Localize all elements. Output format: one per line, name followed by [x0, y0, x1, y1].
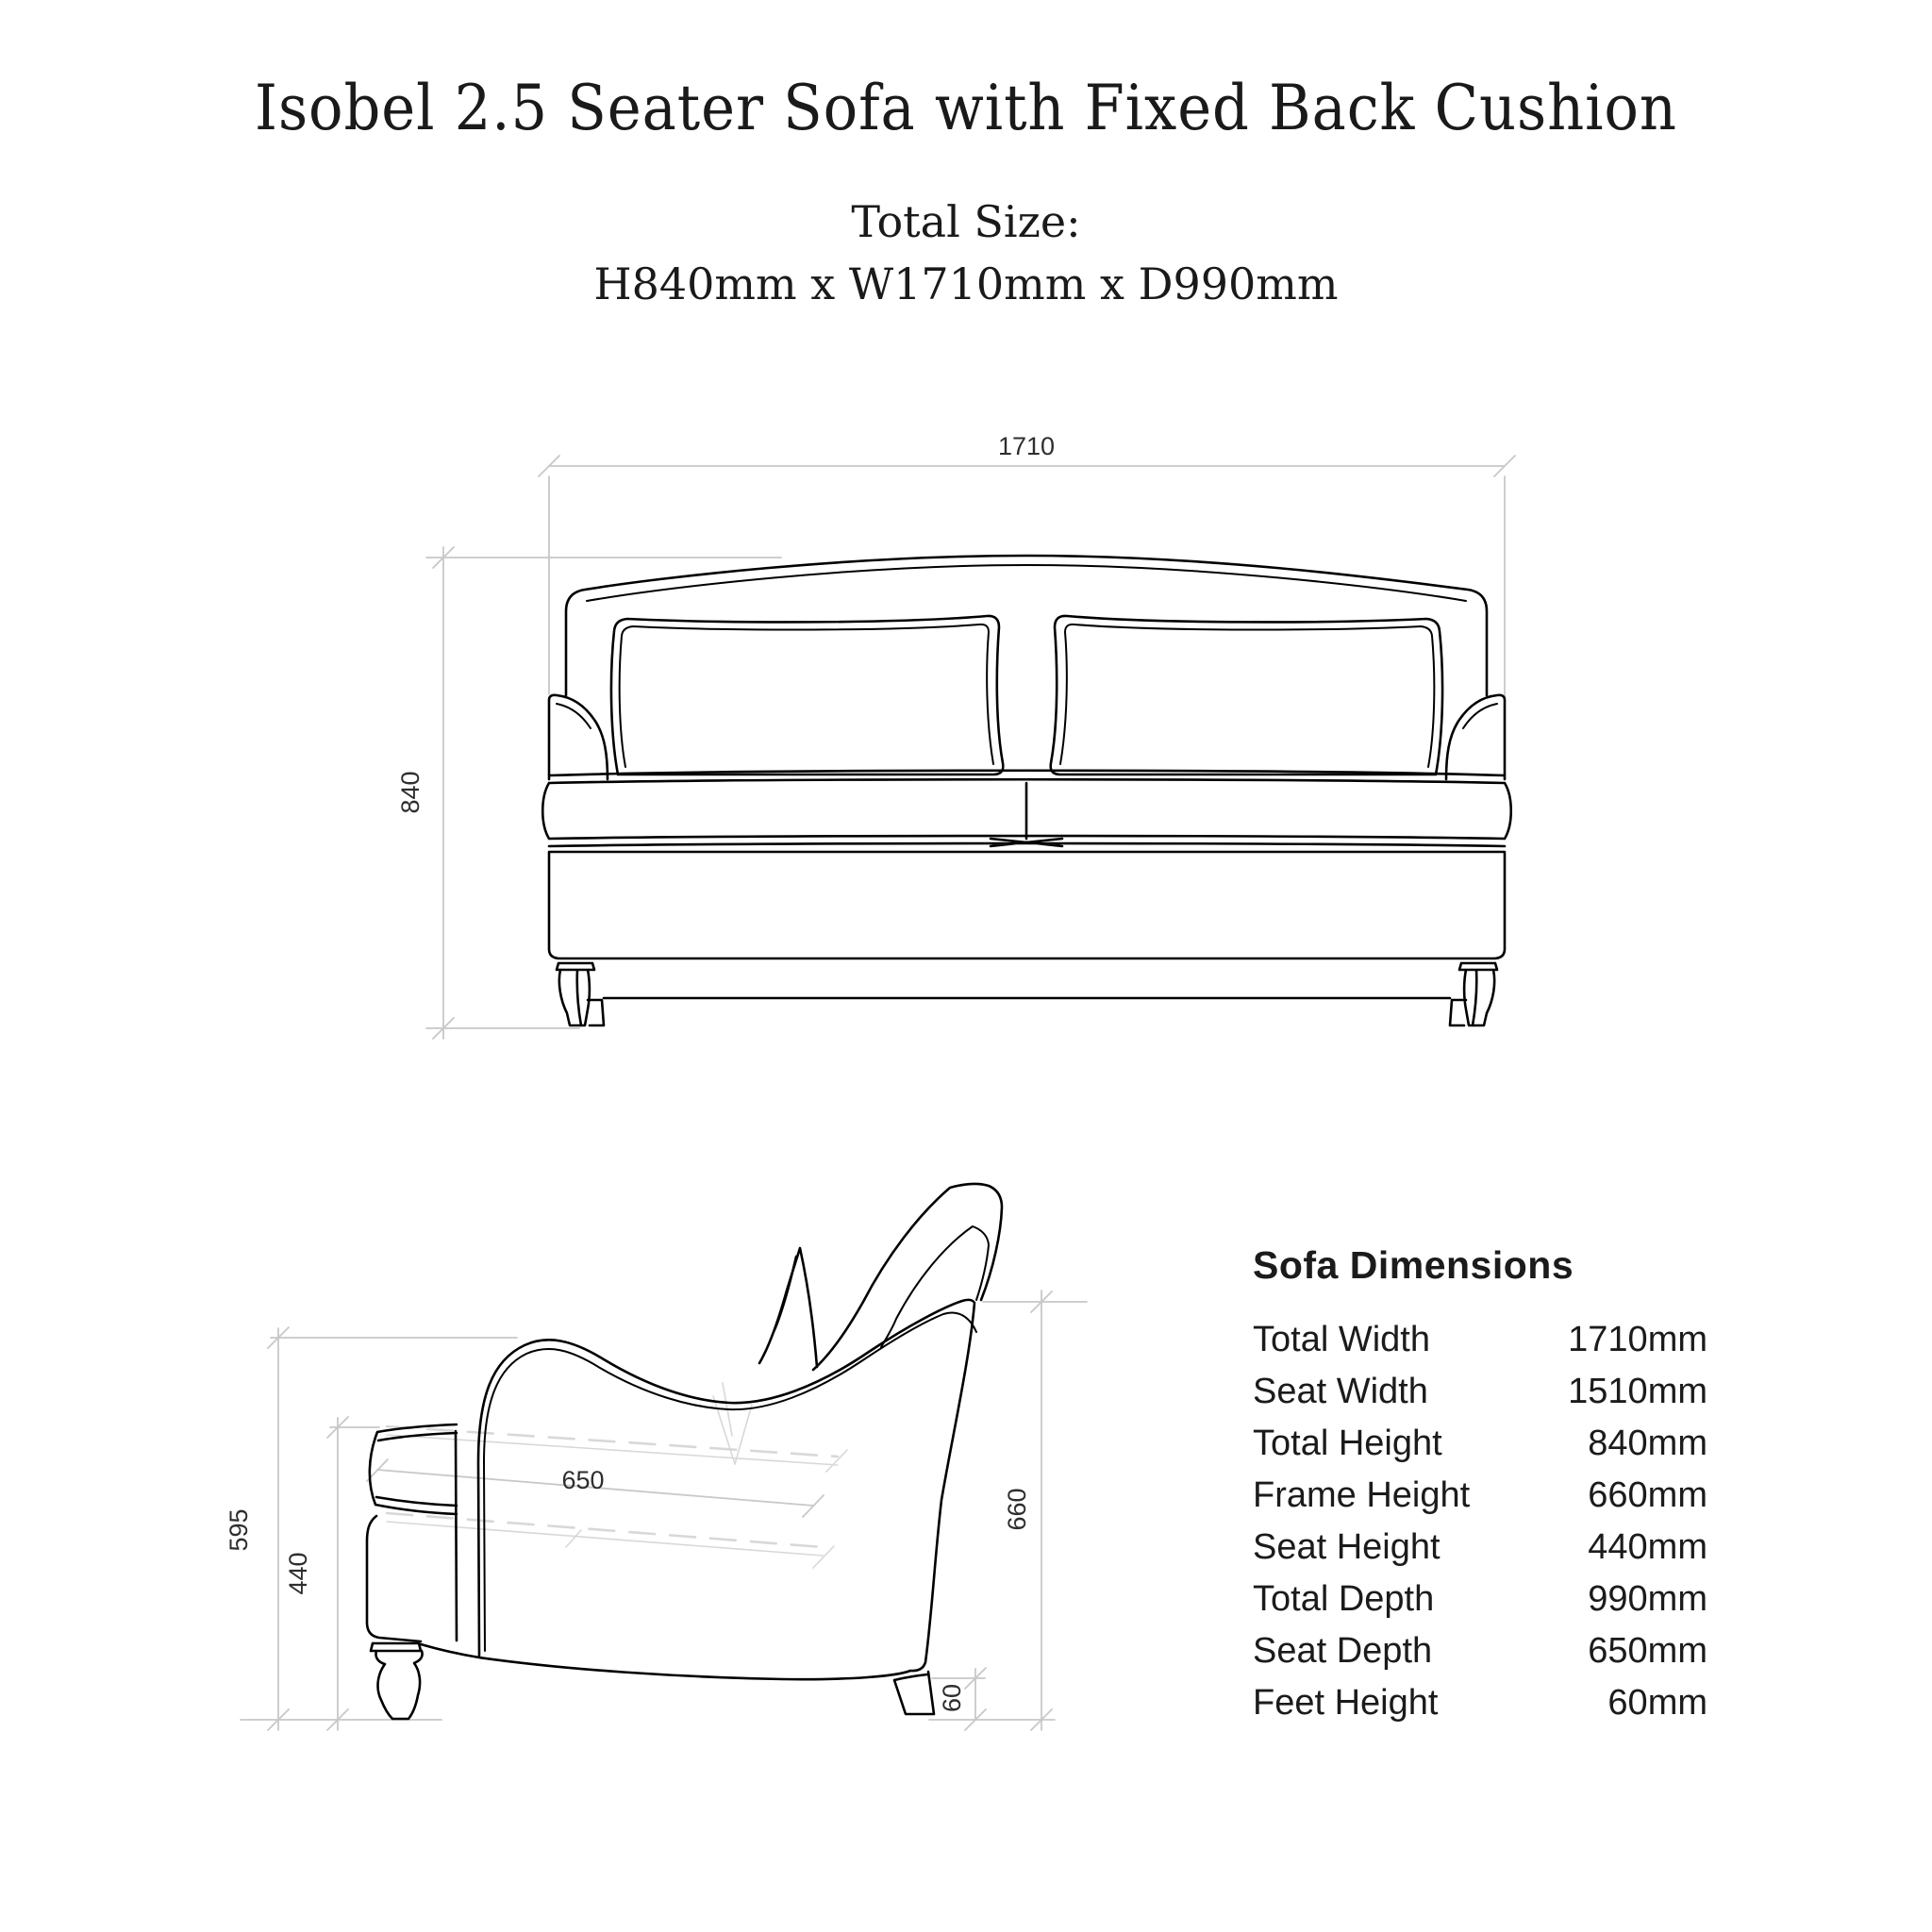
row-value: 840mm	[1588, 1424, 1707, 1463]
front-height-label: 840	[396, 771, 425, 814]
row-label: Seat Width	[1253, 1372, 1428, 1411]
front-back-cushion-right-piping	[1060, 625, 1434, 767]
front-arm-right	[1446, 695, 1505, 779]
side-scatter-cushion	[759, 1248, 817, 1367]
side-dimension-lines	[241, 1291, 1087, 1730]
row-value: 1510mm	[1568, 1372, 1707, 1411]
front-seat	[542, 771, 1511, 846]
table-row	[1253, 1683, 1707, 1735]
side-outline-piping	[484, 1313, 976, 1651]
row-label: Total Width	[1253, 1320, 1430, 1359]
front-back-cushion-right	[1051, 616, 1442, 774]
side-seat-depth-label: 650	[561, 1466, 605, 1494]
front-view	[396, 432, 1515, 1039]
front-width-label: 1710	[997, 432, 1056, 460]
row-label: Seat Height	[1253, 1527, 1441, 1567]
table-row	[1253, 1372, 1707, 1424]
front-dimension-lines	[426, 466, 1505, 1039]
side-seat-height-label: 440	[284, 1552, 312, 1595]
row-value: 1710mm	[1568, 1320, 1707, 1359]
row-value: 660mm	[1588, 1475, 1707, 1515]
table-row	[1253, 1320, 1707, 1372]
row-label: Frame Height	[1253, 1475, 1471, 1515]
row-label: Seat Depth	[1253, 1631, 1433, 1671]
side-sofa	[367, 1184, 1002, 1719]
front-dimension-ticks	[433, 456, 1515, 1039]
front-arm-left	[549, 695, 608, 779]
side-back-leg	[894, 1672, 934, 1714]
row-value: 650mm	[1588, 1631, 1707, 1671]
side-arm-height-label: 595	[225, 1508, 253, 1552]
total-size-label: Total Size:	[851, 196, 1081, 247]
front-frame-piping	[587, 565, 1466, 601]
side-feet-height-label: 60	[938, 1683, 966, 1713]
table-row	[1253, 1424, 1707, 1475]
row-label: Total Height	[1253, 1424, 1442, 1463]
side-seat-height-dimension	[330, 1418, 379, 1730]
side-outline	[421, 1300, 974, 1679]
dimensions-table-title: Sofa Dimensions	[1253, 1243, 1574, 1287]
side-frame-height-label: 660	[1003, 1488, 1031, 1531]
front-legs	[557, 963, 1497, 1025]
front-frame-outline	[566, 556, 1487, 695]
row-value: 440mm	[1588, 1527, 1707, 1567]
front-back-cushion-left-piping	[620, 625, 993, 767]
side-arm-panel	[367, 1424, 457, 1641]
row-label: Total Depth	[1253, 1579, 1435, 1619]
table-row	[1253, 1475, 1707, 1527]
row-value: 60mm	[1607, 1683, 1707, 1723]
page-title: Isobel 2.5 Seater Sofa with Fixed Back Cushion	[255, 72, 1677, 144]
front-back-cushion-left	[611, 616, 1003, 774]
side-back-cushion	[813, 1184, 1002, 1370]
front-sofa	[542, 556, 1511, 1025]
total-size-value: H840mm x W1710mm x D990mm	[593, 258, 1339, 309]
row-value: 990mm	[1588, 1579, 1707, 1619]
table-row	[1253, 1631, 1707, 1683]
side-frame-height-dimension	[983, 1291, 1087, 1730]
table-row	[1253, 1527, 1707, 1579]
front-base	[549, 852, 1505, 998]
dimensions-table	[1253, 1243, 1707, 1735]
side-front-leg	[371, 1643, 423, 1719]
table-row	[1253, 1579, 1707, 1631]
row-label: Feet Height	[1253, 1683, 1439, 1723]
side-view	[225, 1184, 1087, 1730]
